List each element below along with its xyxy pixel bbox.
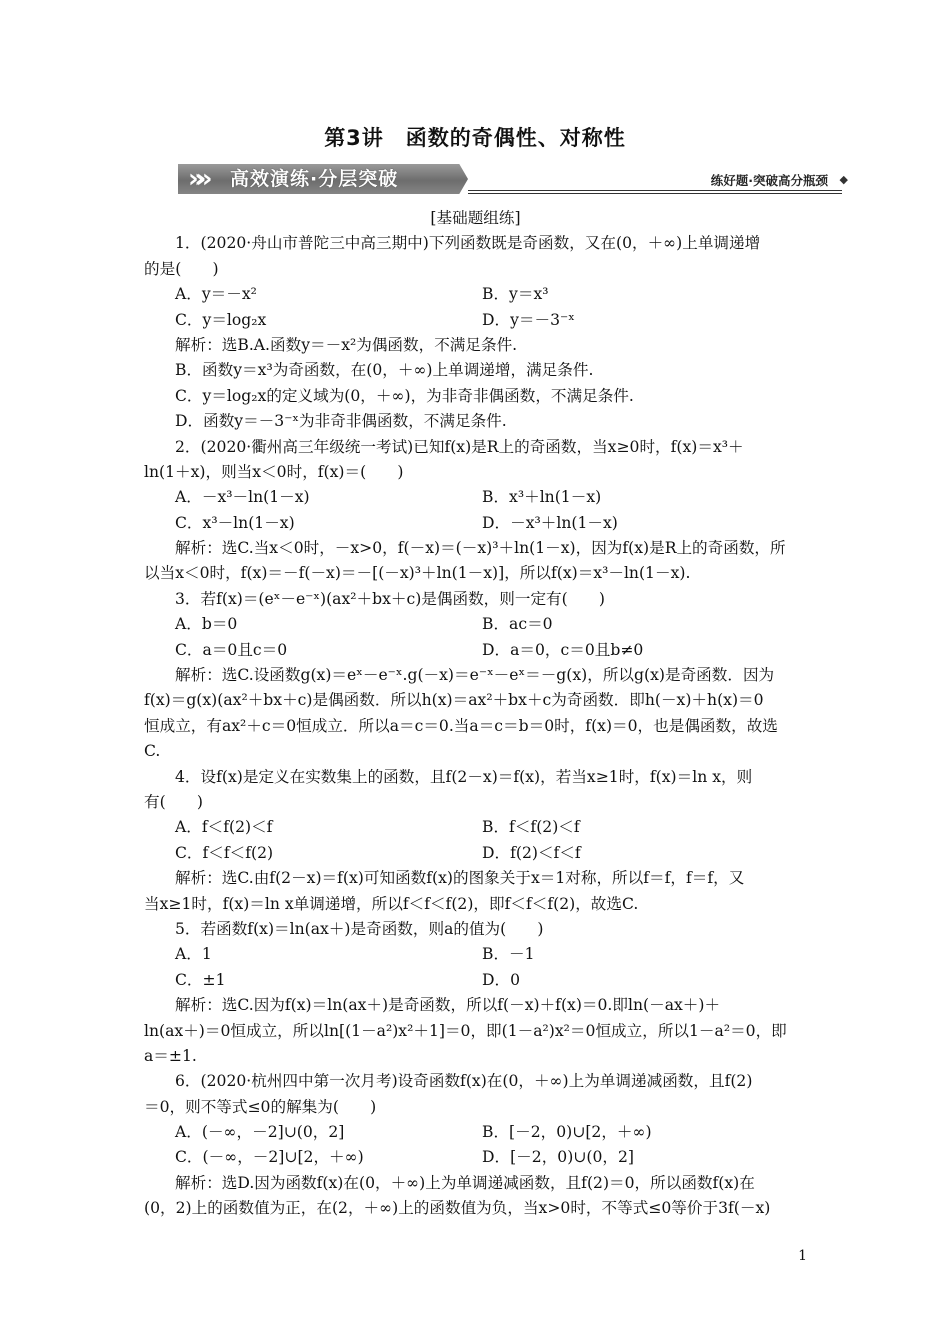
option-left: A．f＜f(2)＜f: [175, 818, 273, 837]
text-line: C.: [144, 742, 161, 761]
option-right: B．x³＋ln(1－x): [482, 488, 602, 507]
text-line: D．函数y＝－3⁻ˣ为非奇非偶函数，不满足条件.: [175, 412, 507, 431]
option-right: D．a＝0，c＝0且b≠0: [482, 640, 644, 659]
answer-options-row: [144, 841, 807, 866]
option-left: C．x³－ln(1－x): [175, 513, 295, 532]
option-right: B．y＝x³: [482, 285, 549, 304]
text-line: 6．(2020·杭州四中第一次月考)设奇函数f(x)在(0，＋∞)上为单调递减函数，且f(2): [175, 1072, 753, 1091]
text-line: 4．设f(x)是定义在实数集上的函数，且f(2－x)＝f(x)，若当x≥1时，f(x)＝ln x，则: [175, 767, 753, 786]
text-line: 1．(2020·舟山市普陀三中高三期中)下列函数既是奇函数，又在(0，＋∞)上单调递增: [175, 234, 761, 253]
text-line: ＝0，则不等式≤0的解集为( ): [144, 1097, 377, 1116]
option-right: B．ac＝0: [482, 615, 553, 634]
option-right: D．0: [482, 970, 521, 989]
page-number: 1: [798, 1248, 807, 1264]
option-right: D．[－2，0)∪(0，2]: [482, 1148, 634, 1167]
banner-rule: [468, 190, 842, 191]
option-left: C．±1: [175, 970, 226, 989]
text-line: 解析：选C.设函数g(x)＝eˣ－e⁻ˣ.g(－x)＝e⁻ˣ－eˣ＝－g(x)，所以g(x)是奇函数．因为: [175, 666, 775, 685]
option-right: B．[－2，0)∪[2，＋∞): [482, 1123, 652, 1142]
text-line: 有( ): [144, 792, 203, 811]
option-left: A．1: [175, 945, 212, 964]
text-line: 解析：选C.因为f(x)＝ln(ax＋)是奇函数，所以f(－x)＋f(x)＝0.即ln(－ax＋)＋: [175, 996, 721, 1015]
text-line: 的是( ): [144, 259, 219, 278]
exercise-body: [144, 206, 807, 1222]
option-right: D．f(2)＜f＜f: [482, 843, 581, 862]
banner-rule-lower: [468, 193, 842, 194]
option-left: A．b＝0: [175, 615, 238, 634]
text-line: (0，2)上的函数值为正，在(2，＋∞)上的函数值为负，当x>0时，不等式≤0等价于3f(－x): [144, 1199, 771, 1218]
section-banner: [178, 162, 850, 198]
answer-options-row: [144, 942, 807, 967]
answer-options-row: [144, 612, 807, 637]
text-line: 解析：选D.因为函数f(x)在(0，＋∞)上为单调递减函数，且f(2)＝0，所以函数f(x)在: [175, 1173, 755, 1192]
option-right: B．f＜f(2)＜f: [482, 818, 580, 837]
option-left: A．(－∞，－2]∪(0，2]: [175, 1123, 345, 1142]
page-title: 第3讲 函数的奇偶性、对称性: [324, 126, 626, 150]
text-line: 解析：选C.当x＜0时，－x>0，f(－x)＝(－x)³＋ln(1－x)，因为f(x)是R上的奇函数，所: [175, 539, 786, 558]
text-line: 2．(2020·衢州高三年级统一考试)已知f(x)是R上的奇函数，当x≥0时，f(x)＝x³＋: [175, 437, 744, 456]
answer-options-row: [144, 282, 807, 307]
banner-slogan: 练好题·突破高分瓶颈: [710, 173, 828, 188]
text-line: 5．若函数f(x)＝ln(ax＋)是奇函数，则a的值为( ): [175, 919, 544, 938]
text-line: f(x)＝g(x)(ax²＋bx＋c)是偶函数．所以h(x)＝ax²＋bx＋c为奇函数．即h(－x)＋h(x)＝0: [144, 691, 764, 710]
answer-options-row: [144, 815, 807, 840]
text-line: 当x≥1时，f(x)＝ln x单调递增，所以f＜f＜f(2)，即f＜f＜f(2)，故选C.: [144, 894, 639, 913]
double-chevron-icon: »»: [188, 164, 204, 194]
answer-options-row: [144, 638, 807, 663]
answer-options-row: [144, 1145, 807, 1170]
text-line: 以当x＜0时，f(x)＝－f(－x)＝－[(－x)³＋ln(1－x)]，所以f(x)＝x³－ln(1－x).: [144, 564, 691, 583]
option-left: C．a＝0且c＝0: [175, 640, 288, 659]
banner-title: 高效演练·分层突破: [230, 168, 399, 190]
text-line: 解析：选C.由f(2－x)＝f(x)可知函数f(x)的图象关于x＝1对称，所以f＝f，f＝f，又: [175, 869, 745, 888]
option-left: A．y＝－x²: [175, 285, 257, 304]
text-line: ln(ax＋)＝0恒成立，所以ln[(1－a²)x²＋1]＝0，即(1－a²)x²＝0恒成立，所以1－a²＝0，即: [144, 1021, 787, 1040]
option-left: C．y＝log₂x: [175, 310, 267, 329]
answer-options-row: [144, 968, 807, 993]
option-left: C．(－∞，－2]∪[2，＋∞): [175, 1148, 364, 1167]
option-right: D．y＝－3⁻ˣ: [482, 310, 575, 329]
answer-options-row: [144, 308, 807, 333]
text-line: B．函数y＝x³为奇函数，在(0，＋∞)上单调递增，满足条件.: [175, 361, 594, 380]
text-line: C．y＝log₂x的定义域为(0，＋∞)，为非奇非偶函数，不满足条件.: [175, 386, 634, 405]
section-heading: [基础题组练]: [430, 209, 521, 227]
text-line: 解析：选B.A.函数y＝－x²为偶函数，不满足条件.: [175, 335, 518, 354]
option-right: D．－x³＋ln(1－x): [482, 513, 618, 532]
answer-options-row: [144, 485, 807, 510]
text-line: a＝±1.: [144, 1046, 197, 1065]
diamond-icon: ◆: [839, 173, 848, 186]
text-line: 恒成立，有ax²＋c＝0恒成立．所以a＝c＝0.当a＝c＝b＝0时，f(x)＝0，也是偶函数，故选: [144, 716, 778, 735]
answer-options-row: [144, 511, 807, 536]
option-left: C．f＜f＜f(2): [175, 843, 274, 862]
option-right: B．－1: [482, 945, 535, 964]
answer-options-row: [144, 1120, 807, 1145]
option-left: A．－x³－ln(1－x): [175, 488, 310, 507]
text-line: 3．若f(x)＝(eˣ－e⁻ˣ)(ax²＋bx＋c)是偶函数，则一定有( ): [175, 589, 606, 608]
text-line: ln(1＋x)，则当x＜0时，f(x)＝( ): [144, 462, 404, 481]
